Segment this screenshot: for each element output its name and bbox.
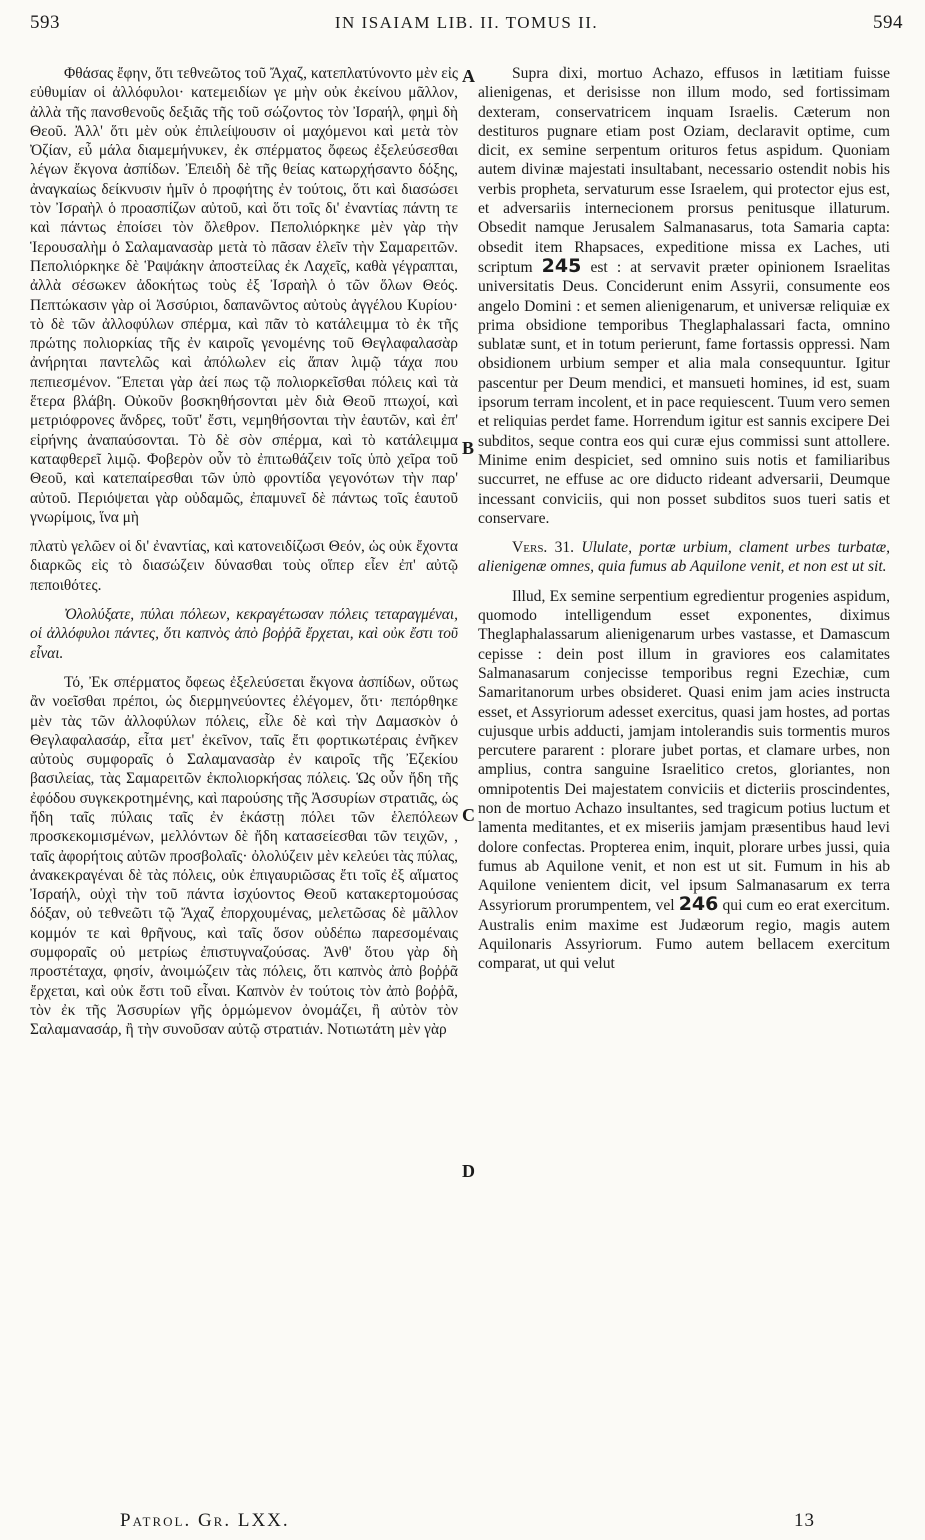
greek-verse-lemma [30, 605, 458, 663]
latin-p2-part-b: qui cum eo erat exercitum. Australis enim maxime est Judæorum regio, magis autem Aquilonaris Assyriorum. Fumo autem bellacem exercitum comparat, ut qui velut [478, 897, 890, 973]
latin-p1-part-a: Supra dixi, mortuo Achazo, effusos in lætitiam fuisse alienigenas, et derisisse non illum modo, sed fortissimam dexteram, conservatricem inquam Israelis. Cæterum non destituros pugnare etiam post Oziam, declaravit optime, cum dicit, ex semine serpentum orituros fetus aspidum. Quoniam autem divinæ majestati insultabant, necessario ostendit nobis his verbis propheta, servaturum esse Israelem, qui protector ejus est, et adversariis internecionem prorsus penitusque illaturum. Obsedit namque Jerusalem Salmanasarus, tota Samaria capta: obsedit item Rhapsaces, expeditione missa ex Laches, uti scriptum [478, 65, 890, 276]
column-number-245: 245 [541, 254, 582, 277]
footer-signature: Patrol. Gr. LXX. [120, 1510, 290, 1531]
greek-paragraph-1: Φθάσας ἔφην, ὅτι τεθνεῶτος τοῦ Ἄχαζ, κατεπλατύνοντο μὲν εἰς εὐθυμίαν οἱ ἀλλόφυλοι· κατεμειδίων γε μὴν οὐκ ἐκείνου μᾶλλον, ἀλλὰ τῆς πανσθενοῦς δεξιᾶς τῆς τοῦ σώζοντος τὸν Ἰσραήλ, φημὶ δὴ Θεοῦ. Ἀλλ' ὅτι μὲν οὐκ ἐπιλείψουσιν οἱ μαχόμενοι καὶ μετὰ τὸν Ὀζίαν, εὖ μάλα διαμεμήνυκεν, ἐκ σπέρματος ὄφεως ἐξελεύσεσθαι λέγων ἔκγονα ἀσπίδων. Ἐπειδὴ δὲ τῆς θείας κατωρχήσαντο δόξης, ἀναγκαίως δείκνυσιν ἡμῖν ὁ προφήτης ἐν τούτοις, ὅτι καὶ διασώσει τὸν Ἰσραὴλ ὁ προασπίζων αὐτοῦ, καὶ ὅτι τοῖς δι' ἐναντίας πάντη τε καὶ πάντως ἐποίσει τὸν ὄλεθρον. Πεπολιόρκηκε μὲν γὰρ τὴν Ἱερουσαλὴμ ὁ Σαλαμανασὰρ μετὰ τὸ πᾶσαν ἑλεῖν τὴν Σαμαρειτῶν. Πεπολιόρκηκε δὲ Ῥαψάκην ἀποστείλας ἐκ Λαχεῖς, καθὰ γέγραπται, ἀλλὰ σέσωκεν ἀδοκήτως τοὺς ἐξ Ἰσραὴλ ὁ τῶν ὅλων Θεός. Πεπτώκασιν γὰρ οἱ Ἀσσύριοι, δαπανῶντος αὐτοὺς ἀγγέλου Κυρίου· τὸ δὲ τῶν ἀλλοφύλων σπέρμα, καὶ πᾶν τὸ κατάλειμμα τὸ ἐκ τῆς πρώτης πολιορκίας τῆς ἐν καιροῖς γενομένης τοῦ Θεγλαφαλασὰρ ἀνήρηται παντελῶς καὶ ἀπόλωλεν εἰς ἅπαν λιμῷ τάχα που πεπιεσμένον. Ἕπεται γὰρ ἀεί πως τῷ πολιορκεῖσθαι πόλεις καὶ τὰ ἕτερα βλάβη. Οὐκοῦν βοσκηθήσονται μὲν διὰ Θεοῦ πτωχοί, καὶ μετριόφρονες ἄνδρες, τοῦτ' ἔστι, νεμηθήσονται τὴν ἑαυτῶν, καὶ ἐπ' εἰρήνης ἀναπαύσονται. Τὸ δὲ σὸν σπέρμα, καὶ τὸ κατάλειμμα καταφθερεῖ λιμῷ. Φοβερὸν οὖν τὸ ἐπιτωθάζειν τοῖς ὑπὸ χεῖρα τοῦ Θεοῦ, καὶ κατεπαίρεσθαι τῶν ὑπὸ φροντίδα γεγονότων τὴν παρ' αὐτοῦ. Περιόψεται γὰρ οὐδαμῶς, ἐπαμυνεῖ δὲ πάντως τοῖς ἑαυτοῦ γνωρίμοις, ἵνα μὴ [30, 65, 458, 526]
margin-marker-a: A [462, 66, 475, 86]
page-footer [120, 1510, 815, 1532]
running-title: IN ISAIAM LIB. II. TOMUS II. [334, 13, 599, 32]
margin-marker-d: D [462, 1161, 475, 1181]
margin-marker-b: B [462, 438, 475, 458]
greek-paragraph-2: Τό, Ἐκ σπέρματος ὄφεως ἐξελεύσεται ἔκγονα ἀσπίδων, οὕτως ἂν νοεῖσθαι πρέποι, ὡς διερμηνεύοντες ἐλέγομεν, ὅτι· πεπόρθηκε μὲν τὰς τῶν ἀλλοφύλων πόλεις, εἷλε δὲ καὶ τὴν Δαμασκὸν ὁ Θεγλαφαλασάρ, εἶτα μετ' ἐκεῖνον, ταῖς ἔτι φορτικωτέραις ἐνῆκεν αὐτοὺς συμφοραῖς ὁ Σαλαμανασὰρ ἐν καιροῖς τῆς Ἐζεκίου βασιλείας, τὰς Σαμαρειτῶν ἐκπολιορκήσας πόλεις. Ὡς οὖν ἤδη τῆς ἐφόδου συγκεκροτημένης, καὶ παρούσης τῆς Ἀσσυρίων στρατιᾶς, ὡς ἤδη ταῖς πύλαις ταῖς ἐν ἑκάστῃ πόλει τῶν ἑλεπόλεων προσκεκομισμένων, μελλόντων δὲ ἤδη κατασείεσθαι τῶν τειχῶν, , ταῖς ἀφορήτοις αὐτῶν προσβολαῖς· ὀλολύζειν μὲν κελεύει τὰς πύλας, ἀνακεκραγέναι δὲ τὰς πόλεις, οὐκ ἐπιγαυριῶσας ἔτι τοῖς ἐξ αἵματος Ἰσραήλ, οὐχὶ τὴν τοῦ πάντα ἰσχύοντος Θεοῦ κατακερτομούσας δόξαν, οὐ τεθνεῶτι τῷ Ἄχαζ ἐπορχουμένας, μελετῶσας δὲ μᾶλλον κομμόν τε καὶ θρῆνους, καὶ ταῖς ὅσον οὐδέπω παρεσομέναις συμφοραῖς οὐ μετρίως ἐπιστυγναζούσας. Ἀνθ' ὅτου γὰρ δὴ προστέταχα, φησίν, ἀνοιμώζειν τὰς πόλεις, ὅτι καπνὸς ἀπὸ βοῤῥᾶ ἔρχεται, καὶ οὐκ ἔστι τοῦ εἶναι. Καπνὸν ἐν τούτοις τὸν ἀπὸ βοῤῥᾶ, τὸν ἐκ τῆς Ἀσσυρίων γῆς ὁρμώμενον ὀνομάζει, ἢ αὐτὸν τὸν Σαλαμανασάρ, ἢ τὴν συνοῦσαν αὐτῷ στρατιάν. Νοτιωτάτη μὲν γὰρ [30, 673, 458, 1039]
greek-verse-text: Ὀλολύξατε, πύλαι πόλεων, κεκραγέτωσαν πόλεις τεταραγμέναι, οἱ ἀλλόφυλοι πάντες, ὅτι καπνὸς ἀπὸ βοῤῥᾶ ἔρχεται, καὶ οὐκ ἔστι τοῦ εἶναι. [30, 606, 458, 662]
verse-label: Vers. 31. [512, 539, 575, 557]
column-number-246: 246 [678, 893, 719, 916]
greek-full-width-line: πλατὺ γελῶεν οἱ δι' ἐναντίας, καὶ κατονειδίζωσι Θεόν, ὡς οὐκ ἔχοντα διαρκῶς εἰς τὸ διασώζειν δύνασθαι τοὺς οἵπερ εἶεν ἐπ' αὐτῷ πεποιθότες. [30, 538, 458, 594]
verse-text: Ululate, portæ urbium, clament urbes turbatæ, alienigenæ omnes, quia fumus ab Aquilone venit, et non est ut sit. [478, 539, 890, 576]
margin-marker-c: C [462, 805, 475, 825]
running-header [30, 12, 903, 44]
latin-verse [478, 538, 890, 577]
latin-p1-part-b: est : at servavit præter opinionem Israelitas universitatis Deus. Conciderunt enim Assyrii, consumente eos angelo Domini : et semen alienigenarum, et universæ reliquiæ ex prima obsidione temporibus Theglaphalassari facta, omnino sublatæ sunt, et in totum perierunt, fame fortassis oppressi. Nam obsidionem urbium semper et alia mala consequuntur. Igitur pascentur per Deum mendici, et mansueti homines, id est, suam ipsorum terram incolent, et in pace requiescent. Tuum vero semen et reliquias perdet fame. Horrendum igitur est sannis excipere Dei subditos, seque contra eos qui curæ ejus commissi sunt attollere. Minime enim despiciet, sed omnino suis notis et familiaribus succurret, ne effuse ac ore diducto rideant adversarii, Deumque incessant conviciis, qui non posset subditos suos tueri satis et conservare. [478, 258, 890, 527]
latin-paragraph-2 [478, 587, 890, 974]
footer-sheet-number: 13 [794, 1510, 815, 1531]
greek-column [30, 64, 458, 1480]
latin-p2-part-a: Illud, Ex semine serpentium egredientur progenies aspidum, quomodo intelligendum esset exponentes, diximus Theglaphalassarum alienigenarum urbes vastasse, et Damascum cepisse : dein post illum in graviores eos calamitates Salmanasarum conjecisse temporibus regni Ezechiæ, cum Samaritanorum urbes obsideret. Quasi enim jam acies instructa esset, et Assyriorum adesset exercitus, quasi jam hostes, ad portas cujusque urbis adducti, jamjam intolerandis suis tormentis muros percutere pararent : plorare jubet portas, et clamare urbes, non amplius, contra sanguine Israelitico cretos, gloriantes, non omnipotentis Dei majestatem conviciis et dicteriis proscindentes, non de mortuo Achazo insultantes, sed tragicum potius luctum et lamenta meditantes, et ex miseriis jamjam præsentibus haud levi dolore confectas. Propterea enim, inquit, plorare urbes jussi, quia fumus ab Aquilone venit, et non est ut sit. Fumum in his ab Aquilone venientem dicit, vel ipsum Salmanasarum ex terra Assyriorum prorumpentem, vel [478, 587, 890, 915]
page-number-left: 593 [30, 12, 60, 33]
latin-paragraph-1 [478, 64, 890, 528]
page-number-right: 594 [873, 12, 903, 33]
latin-column [478, 64, 890, 1480]
